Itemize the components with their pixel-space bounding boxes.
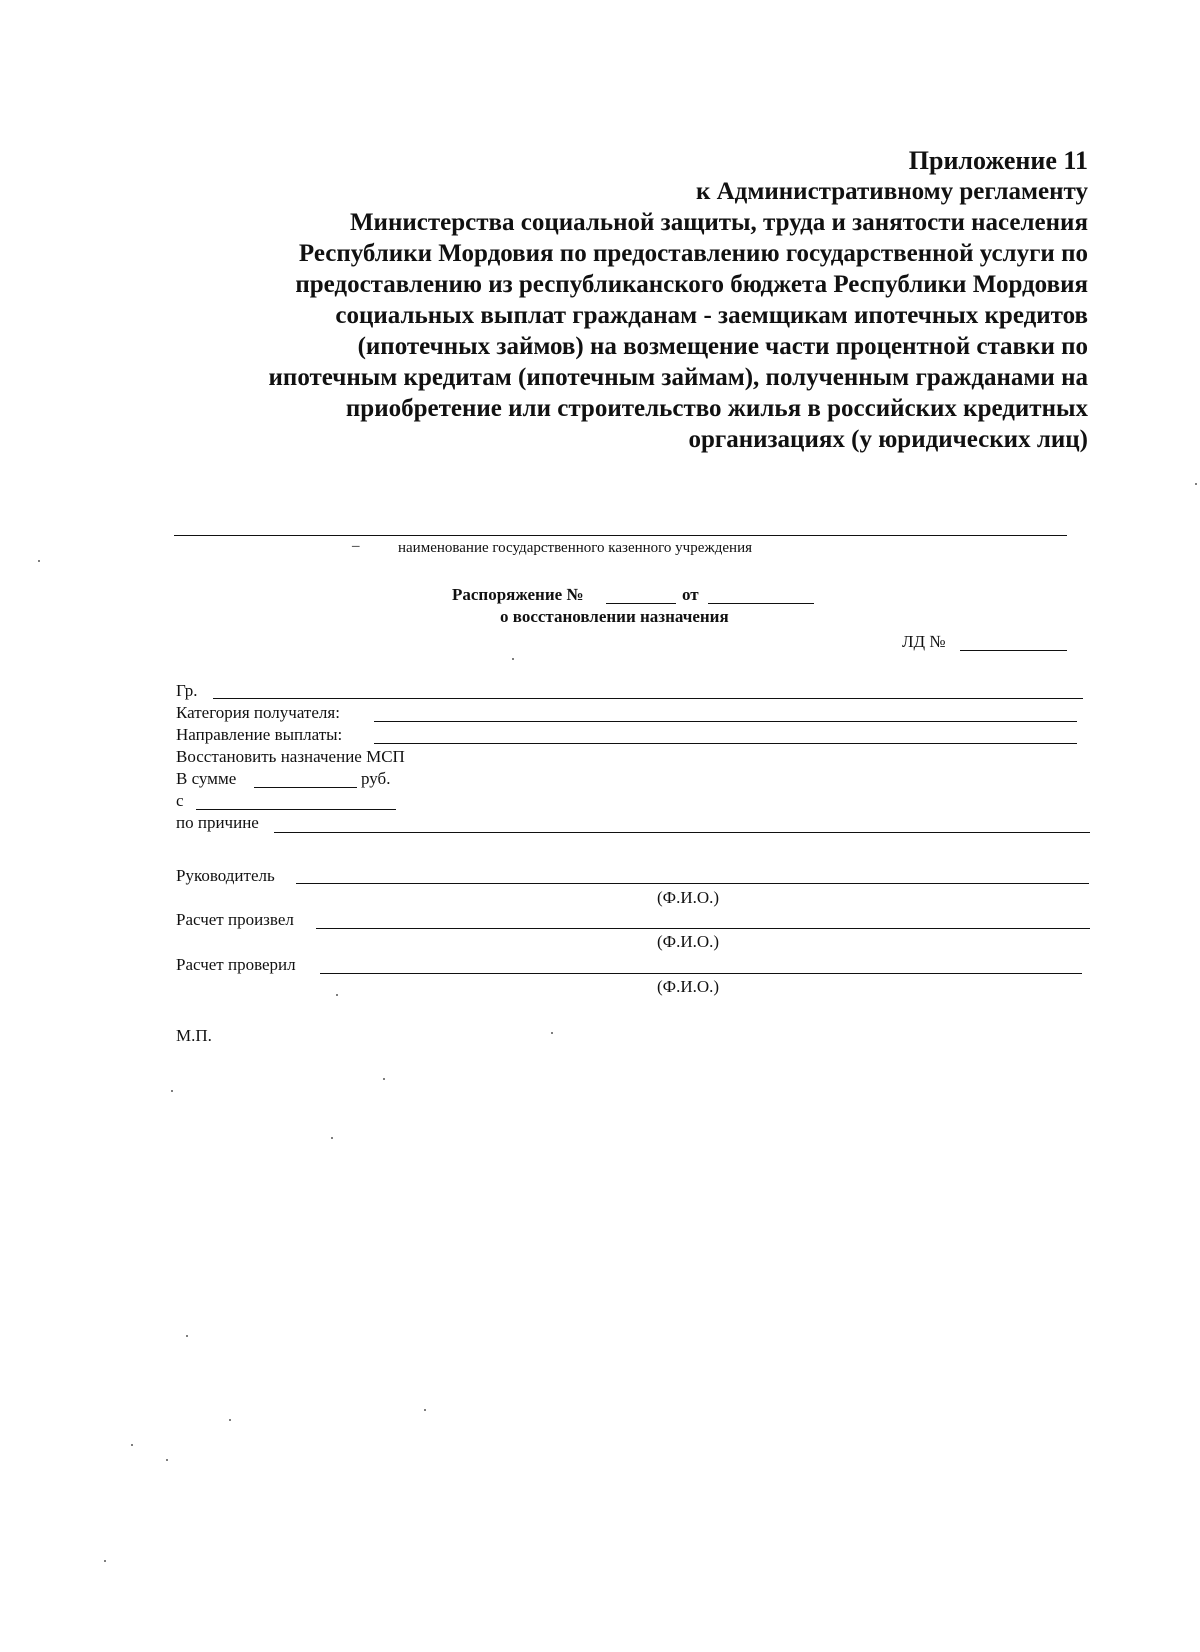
appendix-title: Приложение 11 (908, 146, 1088, 175)
restore-label: Восстановить назначение МСП (176, 747, 405, 766)
order-number-field[interactable] (606, 603, 676, 604)
order-from-label: от (682, 585, 699, 604)
citizen-label: Гр. (176, 681, 198, 700)
header-line: социальных выплат гражданам - заемщикам ипотечных кредитов (335, 302, 1088, 329)
direction-field[interactable] (374, 743, 1077, 744)
scan-speck (1195, 483, 1197, 485)
order-date-field[interactable] (708, 603, 814, 604)
head-label: Руководитель (176, 866, 275, 885)
category-label: Категория получателя: (176, 703, 340, 722)
scan-speck (171, 1090, 173, 1092)
header-line: Министерства социальной защиты, труда и занятости населения (349, 209, 1088, 236)
reason-label: по причине (176, 813, 259, 832)
scan-speck (383, 1078, 385, 1080)
calculated-signature-field[interactable] (316, 928, 1090, 929)
since-field[interactable] (196, 809, 396, 810)
fio-caption: (Ф.И.О.) (657, 932, 720, 951)
dash-mark: – (352, 538, 360, 554)
sum-label: В сумме (176, 769, 237, 788)
scan-speck (186, 1335, 188, 1337)
direction-label: Направление выплаты: (176, 725, 343, 744)
header-line: приобретение или строительство жилья в российских кредитных (345, 395, 1088, 422)
checked-label: Расчет проверил (176, 955, 296, 974)
category-field[interactable] (374, 721, 1077, 722)
scan-speck (551, 1032, 553, 1034)
sum-unit: руб. (361, 769, 391, 788)
scan-speck (131, 1444, 133, 1446)
ld-label: ЛД № (902, 632, 946, 651)
sum-field[interactable] (254, 787, 357, 788)
fio-caption: (Ф.И.О.) (657, 888, 720, 907)
order-subject: о восстановлении назначения (500, 607, 729, 626)
header-line: предоставлению из республиканского бюджета Республики Мордовия (295, 271, 1088, 298)
since-label: с (176, 791, 184, 810)
reason-field[interactable] (274, 832, 1090, 833)
calculated-label: Расчет произвел (176, 910, 294, 929)
scan-speck (424, 1409, 426, 1411)
scan-speck (166, 1459, 168, 1461)
scan-speck (331, 1137, 333, 1139)
header-line: Республики Мордовия по предоставлению государственной услуги по (298, 240, 1088, 267)
header-line: организациях (у юридических лиц) (688, 426, 1088, 453)
checked-signature-field[interactable] (320, 973, 1082, 974)
stamp-label: М.П. (176, 1026, 212, 1045)
ld-number-field[interactable] (960, 650, 1067, 651)
header-line: (ипотечных займов) на возмещение части процентной ставки по (357, 333, 1088, 360)
header-line: ипотечным кредитам (ипотечным займам), полученным гражданами на (268, 364, 1088, 391)
citizen-field[interactable] (213, 698, 1083, 699)
scan-speck (512, 658, 514, 660)
institution-line[interactable] (174, 535, 1067, 536)
appendix-header (158, 145, 1088, 455)
scan-speck (336, 994, 338, 996)
head-signature-field[interactable] (296, 883, 1089, 884)
scan-speck (229, 1419, 231, 1421)
scan-speck (38, 560, 40, 562)
fio-caption: (Ф.И.О.) (657, 977, 720, 996)
institution-caption: наименование государственного казенного учреждения (398, 540, 752, 556)
header-line: к Административному регламенту (695, 178, 1088, 205)
scan-speck (104, 1560, 106, 1562)
order-number-label: Распоряжение № (452, 585, 584, 604)
